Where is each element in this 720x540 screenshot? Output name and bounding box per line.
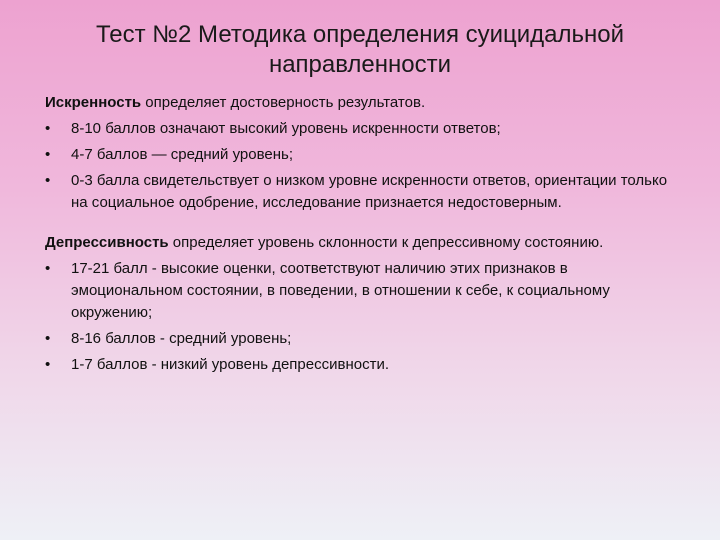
bullet-text: 8-16 баллов - средний уровень; — [71, 330, 292, 347]
bullet-icon: • — [45, 146, 51, 163]
list-item — [45, 328, 675, 350]
sincerity-term: Искренность — [45, 94, 142, 111]
list-item — [45, 354, 675, 376]
bullet-icon: • — [45, 260, 51, 277]
list-item — [45, 144, 675, 166]
slide-title — [60, 20, 660, 80]
list-item — [45, 170, 675, 214]
slide-content — [45, 92, 675, 376]
title-line-1: Тест №2 Методика определения суицидальной — [95, 21, 625, 48]
bullet-text: 0-3 балла свидетельствует о низком уровне искренности ответов, ориентации только на социальное одобрение, исследование признается недостоверным. — [71, 172, 668, 211]
bullet-text: 8-10 баллов означают высокий уровень искренности ответов; — [71, 120, 501, 137]
bullet-icon: • — [45, 120, 51, 137]
title-line-2: направленности — [268, 51, 452, 78]
bullet-text: 4-7 баллов — средний уровень; — [71, 146, 293, 163]
sincerity-intro — [45, 92, 675, 114]
bullet-icon: • — [45, 330, 51, 347]
bullet-text: 17-21 балл - высокие оценки, соответствуют наличию этих признаков в эмоциональном состоянии, в поведении, в отношении к себе, к социальному окружению; — [71, 260, 610, 321]
bullet-text: 1-7 баллов - низкий уровень депрессивности. — [71, 356, 389, 373]
depression-intro — [45, 232, 675, 254]
sincerity-text: определяет достоверность результатов. — [141, 94, 426, 111]
list-item — [45, 258, 675, 324]
depression-text: определяет уровень склонности к депрессивному состоянию. — [168, 234, 604, 251]
bullet-icon: • — [45, 172, 51, 189]
list-item — [45, 118, 675, 140]
bullet-icon: • — [45, 356, 51, 373]
depression-term: Депрессивность — [45, 234, 169, 251]
